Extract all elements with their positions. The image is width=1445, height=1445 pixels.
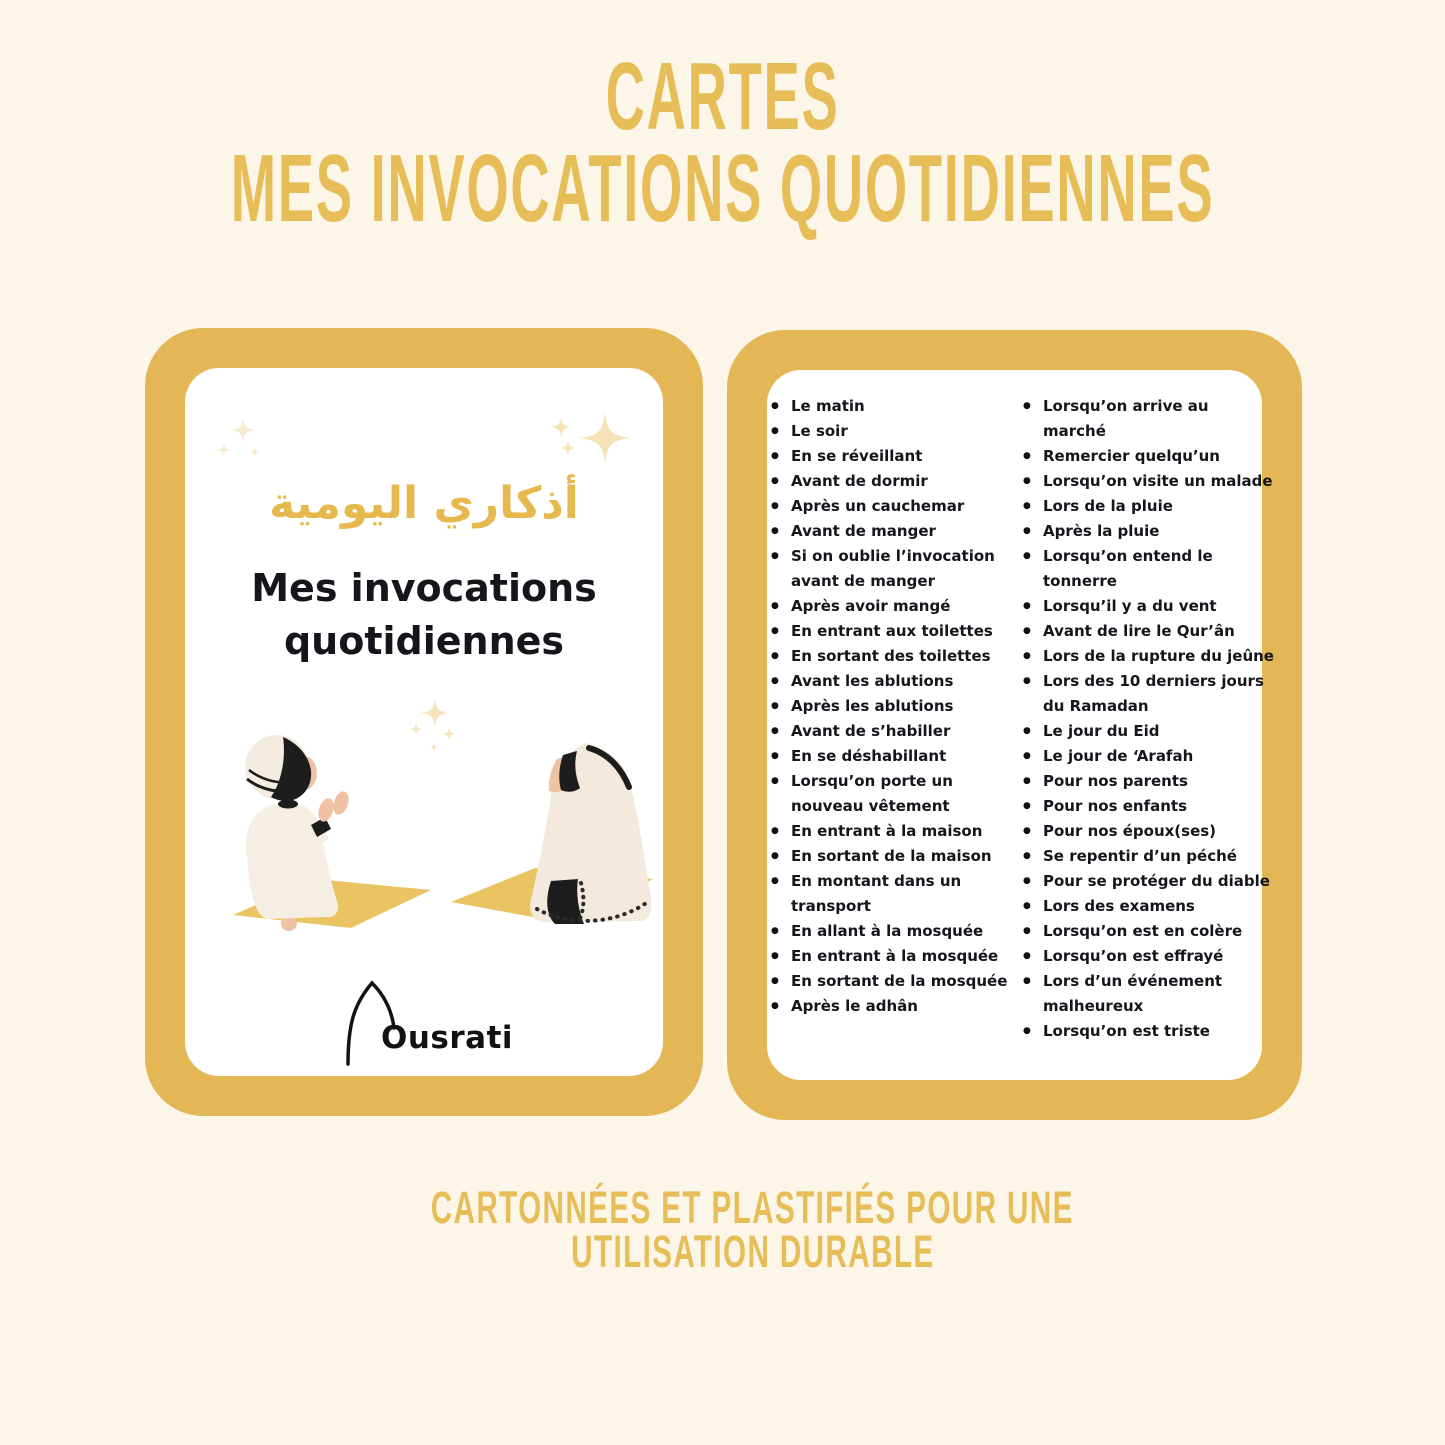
praying-girl	[451, 743, 653, 924]
occasion-item: ● En sortant de la mosquée	[769, 969, 1011, 994]
occasion-item: ● En allant à la mosquée	[769, 919, 1011, 944]
occasion-item: ● Lorsqu’on est en colère	[1021, 919, 1274, 944]
occasion-item: ● Si on oublie l’invocation avant de manger	[769, 544, 1011, 594]
occasion-item: ● En entrant à la maison	[769, 819, 1011, 844]
occasion-item: ● Avant de s’habiller	[769, 719, 1011, 744]
occasion-item: ● Le jour de ‘Arafah	[1021, 744, 1274, 769]
front-card-title: Mes invocations quotidiennes	[251, 566, 597, 663]
occasion-item: ● Avant de dormir	[769, 469, 1011, 494]
occasion-item: ● Pour nos parents	[1021, 769, 1274, 794]
page-title-line2: MES INVOCATIONS QUOTIDIENNES	[230, 134, 1215, 242]
occasions-lists	[769, 394, 1274, 1044]
occasion-item: ● Lorsqu’on visite un malade	[1021, 469, 1274, 494]
sparkle-icon	[410, 698, 457, 752]
occasion-item: ● Pour nos époux(ses)	[1021, 819, 1274, 844]
occasion-item: ● Après le adhân	[769, 994, 1011, 1019]
occasion-item: ● En entrant aux toilettes	[769, 619, 1011, 644]
front-card	[145, 328, 703, 1116]
occasion-item: ● Lorsqu’on est triste	[1021, 1019, 1274, 1044]
occasion-item: ● Lorsqu’on entend le tonnerre	[1021, 544, 1274, 594]
occasion-item: ● En montant dans un transport	[769, 869, 1011, 919]
occasion-item: ● En se réveillant	[769, 444, 1011, 469]
praying-boy	[233, 735, 431, 931]
occasion-item: ● Avant de manger	[769, 519, 1011, 544]
occasion-item: ● Lors des examens	[1021, 894, 1274, 919]
back-card	[727, 330, 1302, 1120]
occasion-item: ● Pour se protéger du diable	[1021, 869, 1274, 894]
occasion-item: ● Lorsqu’il y a du vent	[1021, 594, 1274, 619]
occasion-item: ● Lorsqu’on porte un nouveau vêtement	[769, 769, 1011, 819]
occasion-item: ● En entrant à la mosquée	[769, 944, 1011, 969]
footer-line2: UTILISATION DURABLE	[570, 1225, 935, 1277]
occasion-item: ● Le soir	[769, 419, 1011, 444]
occasion-item: ● Lors des 10 derniers jours du Ramadan	[1021, 669, 1274, 719]
occasion-item: ● Remercier quelqu’un	[1021, 444, 1274, 469]
page-title	[0, 42, 1445, 242]
praying-children-illustration	[185, 693, 663, 938]
occasion-item: ● Avant de lire le Qur’ân	[1021, 619, 1274, 644]
occasion-item: ● Pour nos enfants	[1021, 794, 1274, 819]
occasion-item: ● Le jour du Eid	[1021, 719, 1274, 744]
occasion-item: ● Avant les ablutions	[769, 669, 1011, 694]
footer-note	[60, 1181, 1445, 1277]
sparkle-icon	[211, 410, 275, 474]
occasion-item: ● Lors de la pluie	[1021, 494, 1274, 519]
occasion-item: ● En se déshabillant	[769, 744, 1011, 769]
footer-line1: CARTONNÉES ET PLASTIFIÉS POUR UNE	[430, 1181, 1075, 1233]
occasion-item: ● Lorsqu’on arrive au marché	[1021, 394, 1274, 444]
occasion-item: ● Le matin	[769, 394, 1011, 419]
occasion-item: ● Lors d’un événement malheureux	[1021, 969, 1274, 1019]
occasions-column-2	[1021, 394, 1274, 1044]
brand-logo	[145, 976, 703, 1066]
occasion-item: ● Lors de la rupture du jeûne	[1021, 644, 1274, 669]
occasion-item: ● Après avoir mangé	[769, 594, 1011, 619]
occasion-item: ● En sortant de la maison	[769, 844, 1011, 869]
occasion-item: ● Après la pluie	[1021, 519, 1274, 544]
front-card-arabic-title: أذكاري اليومية	[269, 478, 579, 529]
occasion-item: ● Après les ablutions	[769, 694, 1011, 719]
occasion-item: ● Se repentir d’un péché	[1021, 844, 1274, 869]
occasions-column-1	[769, 394, 1011, 1044]
occasion-item: ● Après un cauchemar	[769, 494, 1011, 519]
brand-name: Ousrati	[380, 1020, 514, 1056]
page-title-line1: CARTES	[605, 42, 840, 150]
occasion-item: ● En sortant des toilettes	[769, 644, 1011, 669]
occasion-item: ● Lorsqu’on est effrayé	[1021, 944, 1274, 969]
